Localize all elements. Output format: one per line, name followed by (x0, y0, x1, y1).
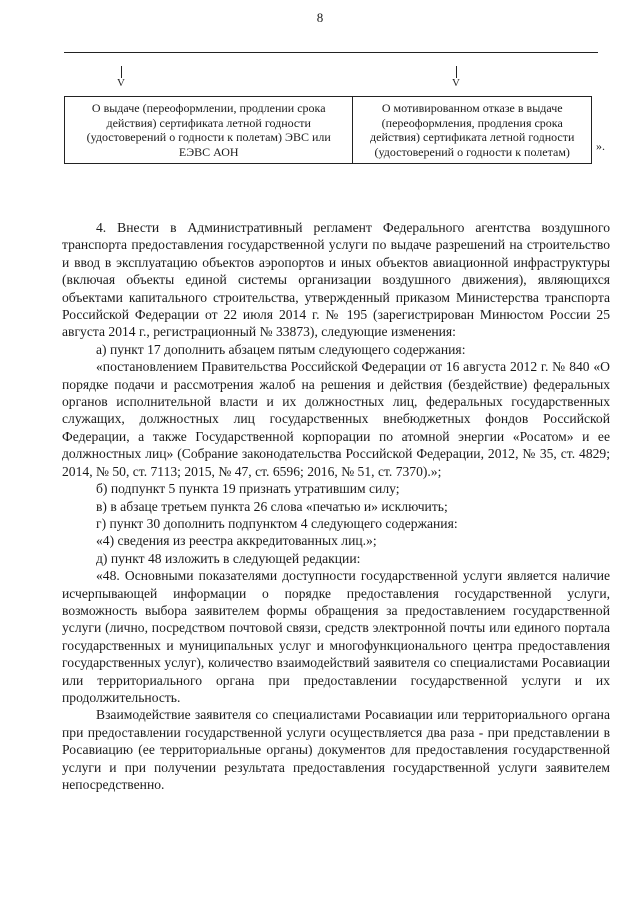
flow-box-refusal: О мотивированном отказе в выдаче (переоформления, продления срока действия) сертификата летной годности (удостоверений о годности к полетам) (353, 97, 592, 164)
closing-quote: ». (592, 97, 614, 164)
paragraph-subitem-b: б) подпункт 5 пункта 19 признать утратившим силу; (96, 481, 400, 497)
paragraph-quote-item-48: «48. Основными показателями доступности государственной услуги является наличие исчерпывающей информации о порядке предоставления государственной услуги, возможность выбора заявителем формы обращения за предоставлением государственной услуги (лично, посредством почтовой связи, средств электронной почты или единого портала государственных и муниципальных услуг и многофункционального центра предоставления государственных услуг), количество взаимодействий заявителя со специалистами Росавиации или территориального органа при предоставлении государственной услуги и их продолжительность. (62, 568, 610, 705)
paragraph-quote-decree: «постановлением Правительства Российской Федерации от 16 августа 2012 г. № 840 «О порядке подачи и рассмотрения жалоб на решения и действия (бездействие) федеральных органов исполнительной власти и их должностных лиц, федеральных государственных служащих, должностных лиц государственных внебюджетных фондов Российской Федерации, а также Государственной корпорации по атомной энергии «Росатом» и ее должностных лиц» (Собрание законодательства Российской Федерации, 2012, № 35, ст. 4829; 2014, № 50, ст. 7113; 2015, № 47, ст. 6596; 2016, № 51, ст. 7370).»; (62, 359, 610, 479)
paragraph-subitem-g: г) пункт 30 дополнить подпунктом 4 следующего содержания: (96, 515, 458, 531)
flow-box-issue: О выдаче (переоформлении, продлении срока действия) сертификата летной годности (удостоверений о годности к полетам) ЭВС или ЕЭВС АОН (65, 97, 353, 164)
paragraph-subitem-v: в) в абзаце третьем пункта 26 слова «печатью и» исключить; (96, 498, 448, 514)
document-body (62, 219, 610, 793)
down-arrow-left-icon: V (116, 66, 126, 88)
paragraph-item-4: 4. Внести в Административный регламент Федерального агентства воздушного транспорта предоставления государственной услуги по выдаче разрешений на строительство и ввод в эксплуатацию объектов аэропортов и иных объектов авиационной инфраструктуры (включая объекты единой системы организации воздушного движения), являющихся объектами капитального строительства, утвержденный приказом Министерства транспорта Российской Федерации от 22 июля 2014 г. № 195 (зарегистрирован Минюстом России 25 августа 2014 г., регистрационный № 33873), следующие изменения: (62, 220, 610, 340)
page-number: 8 (316, 10, 324, 25)
flowchart-table (64, 96, 614, 164)
table-top-rule (64, 52, 598, 53)
down-arrow-right-icon: V (451, 66, 461, 88)
paragraph-subitem-d: д) пункт 48 изложить в следующей редакции: (96, 550, 361, 566)
paragraph-subitem-a: а) пункт 17 дополнить абзацем пятым следующего содержания: (96, 341, 466, 357)
paragraph-interaction: Взаимодействие заявителя со специалистами Росавиации или территориального органа при предоставлении государственной услуги осуществляется два раза - при представлении в Росавиацию (ее территориальные органы) документов для предоставления государственной услуги и при получении результата предоставления государственной услуги заявителем непосредственно. (62, 707, 610, 792)
paragraph-quote-registry: «4) сведения из реестра аккредитованных лиц.»; (96, 533, 377, 549)
